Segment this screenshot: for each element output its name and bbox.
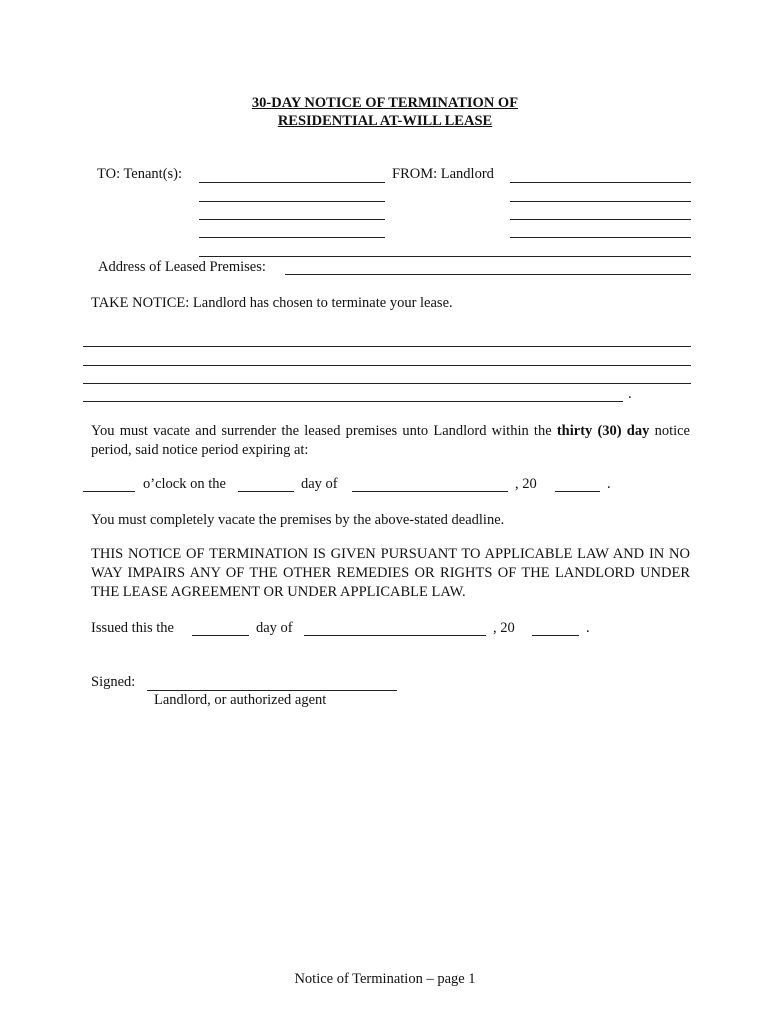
take-notice-text: TAKE NOTICE: Landlord has chosen to terminate your lease. [91,295,453,311]
page-footer: Notice of Termination – page 1 [294,971,476,987]
deadline-day-of-label: day of [301,476,338,492]
deadline-year-line[interactable] [555,491,600,492]
issued-year-prefix: , 20 [493,620,515,636]
oclock-label: o’clock on the [143,476,226,492]
vacate-bold-period: thirty (30) day [556,423,650,439]
to-tenants-label: TO: Tenant(s): [97,166,183,182]
issued-day-of-label: day of [256,620,293,636]
landlord-name-line-3[interactable] [510,219,691,220]
notice-reason-line-3[interactable] [83,383,691,384]
issued-day-line[interactable] [192,635,249,636]
deadline-year-prefix: , 20 [515,476,537,492]
hour-line[interactable] [83,491,135,492]
signature-caption: Landlord, or authorized agent [154,692,327,708]
notice-reason-period: . [628,386,632,402]
notice-reason-line-4[interactable] [83,401,623,402]
deadline-period: . [607,476,611,492]
landlord-name-line-1[interactable] [510,182,691,183]
tenant-name-line-4[interactable] [199,237,385,238]
address-label: Address of Leased Premises: [98,259,266,275]
from-landlord-label: FROM: Landlord [392,166,494,182]
legal-paragraph: THIS NOTICE OF TERMINATION IS GIVEN PURSUANT TO APPLICABLE LAW AND IN NO WAY IMPAIRS ANY OF THE OTHER REMEDIES OR RIGHTS OF THE LANDLORD UNDER THE LEASE AGREEMENT OR UNDER APPLICABLE LAW. [91,546,690,600]
document-title-line2: RESIDENTIAL AT-WILL LEASE [277,113,493,129]
notice-reason-line-2[interactable] [83,365,691,366]
notice-reason-line-1[interactable] [83,346,691,347]
deadline-day-line[interactable] [238,491,294,492]
tenant-name-line-3[interactable] [199,219,385,220]
signature-line[interactable] [147,690,397,691]
document-title-line1: 30-DAY NOTICE OF TERMINATION OF [251,95,519,111]
issued-period: . [586,620,590,636]
deadline-month-line[interactable] [352,491,508,492]
landlord-name-line-2[interactable] [510,201,691,202]
vacate-text-before: You must vacate and surrender the leased premises unto Landlord within the [91,423,552,439]
tenant-name-line-2[interactable] [199,201,385,202]
issued-year-line[interactable] [532,635,579,636]
issued-label: Issued this the [91,620,174,636]
complete-vacate-text: You must completely vacate the premises by the above-stated deadline. [91,512,505,528]
issued-month-line[interactable] [304,635,486,636]
address-line[interactable] [285,274,691,275]
signed-label: Signed: [91,674,136,690]
party-separator-line [199,256,691,257]
tenant-name-line-1[interactable] [199,182,385,183]
vacate-paragraph [91,422,690,460]
landlord-name-line-4[interactable] [510,237,691,238]
vacate-text-after: notice period, said notice period expiring at: [91,423,690,458]
